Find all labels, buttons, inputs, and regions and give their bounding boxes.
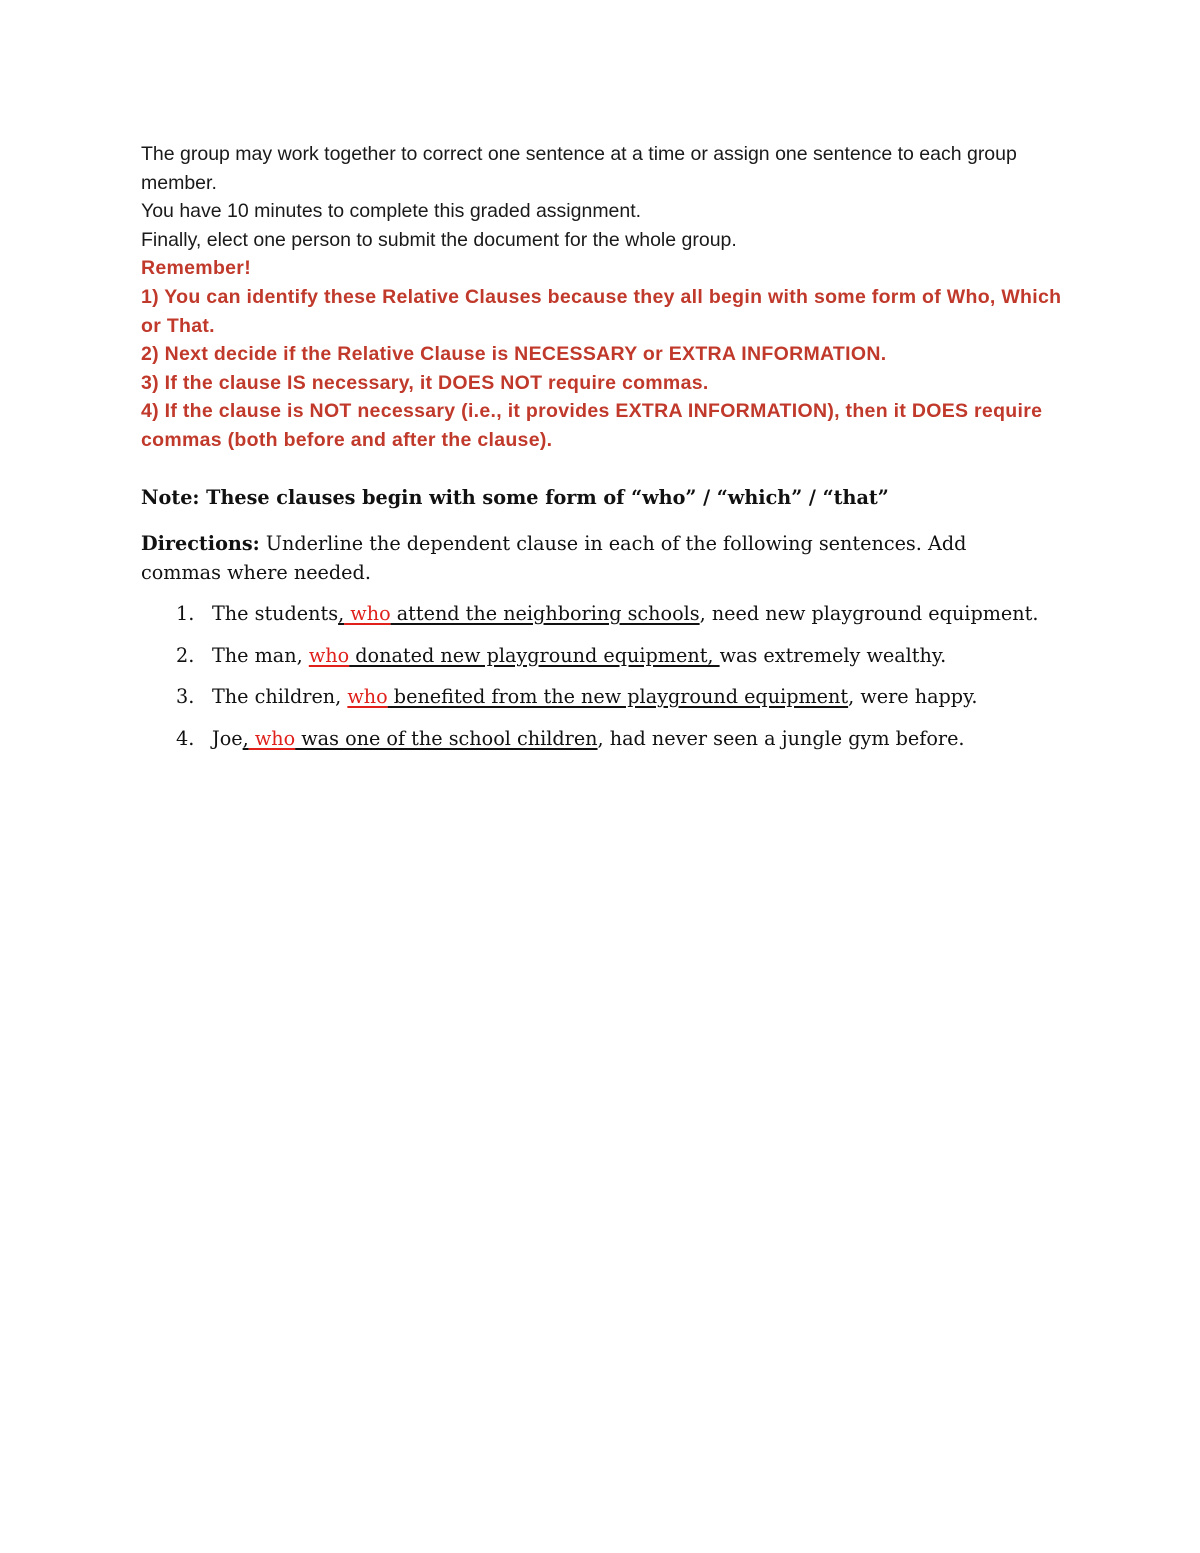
sentence-pre: The children, bbox=[212, 685, 348, 708]
sentence-number: 2. bbox=[176, 643, 195, 667]
instruction-line: You have 10 minutes to complete this graded assignment. bbox=[141, 200, 642, 223]
sentence-item bbox=[141, 642, 1101, 684]
directions-label: Directions: bbox=[141, 532, 260, 555]
reminder-point: 4) If the clause is NOT necessary (i.e., it provides EXTRA INFORMATION), then it DOES require commas (both before and after the clause). bbox=[141, 400, 1043, 451]
reminder-point: 3) If the clause IS necessary, it DOES NOT require commas. bbox=[141, 371, 709, 394]
reminder-point: 1) You can identify these Relative Clauses because they all begin with some form of Who, Which or That. bbox=[141, 285, 1062, 337]
relative-pronoun: who bbox=[308, 643, 350, 667]
directions-text: Underline the dependent clause in each of the following sentences. Add commas where needed. bbox=[141, 532, 967, 584]
sentence-post: , had never seen a jungle gym before. bbox=[597, 726, 965, 750]
sentence-post: was extremely wealthy. bbox=[719, 643, 947, 667]
relative-clause: benefited from the new playground equipment bbox=[387, 685, 849, 708]
relative-pronoun: who bbox=[344, 602, 391, 625]
sentence-pre: The students bbox=[212, 602, 339, 625]
sentence-number: 3. bbox=[176, 685, 195, 708]
reminder-heading: Remember! bbox=[141, 257, 251, 280]
sentence-item bbox=[141, 600, 1101, 642]
reminder-point: 2) Next decide if the Relative Clause is NECESSARY or EXTRA INFORMATION. bbox=[141, 343, 887, 366]
relative-pronoun: who bbox=[248, 726, 296, 750]
note-line: Note: These clauses begin with some form of “who” / “which” / “that” bbox=[141, 486, 889, 509]
instructions-block bbox=[141, 140, 1081, 455]
instruction-line: The group may work together to correct one sentence at a time or assign one sentence to each group member. bbox=[141, 143, 1017, 194]
sentence-underline-lead: , bbox=[242, 726, 249, 750]
sentence-underline-lead: , bbox=[338, 602, 345, 625]
instruction-line: Finally, elect one person to submit the document for the whole group. bbox=[141, 228, 737, 251]
sentence-number: 4. bbox=[176, 726, 195, 750]
sentence-pre: The man, bbox=[212, 643, 309, 667]
relative-clause: attend the neighboring schools bbox=[390, 602, 700, 625]
sentence-number: 1. bbox=[176, 602, 195, 625]
sentence-post: , were happy. bbox=[848, 685, 978, 708]
relative-clause: donated new playground equipment, bbox=[349, 643, 720, 667]
sentence-post: , need new playground equipment. bbox=[699, 602, 1039, 625]
relative-clause: was one of the school children bbox=[295, 726, 598, 750]
sentence-item bbox=[141, 725, 1101, 767]
sentence-pre: Joe bbox=[212, 726, 243, 750]
relative-pronoun: who bbox=[347, 685, 388, 708]
sentence-item bbox=[141, 683, 1101, 725]
directions-paragraph bbox=[141, 529, 1041, 587]
sentence-list bbox=[141, 600, 1101, 766]
